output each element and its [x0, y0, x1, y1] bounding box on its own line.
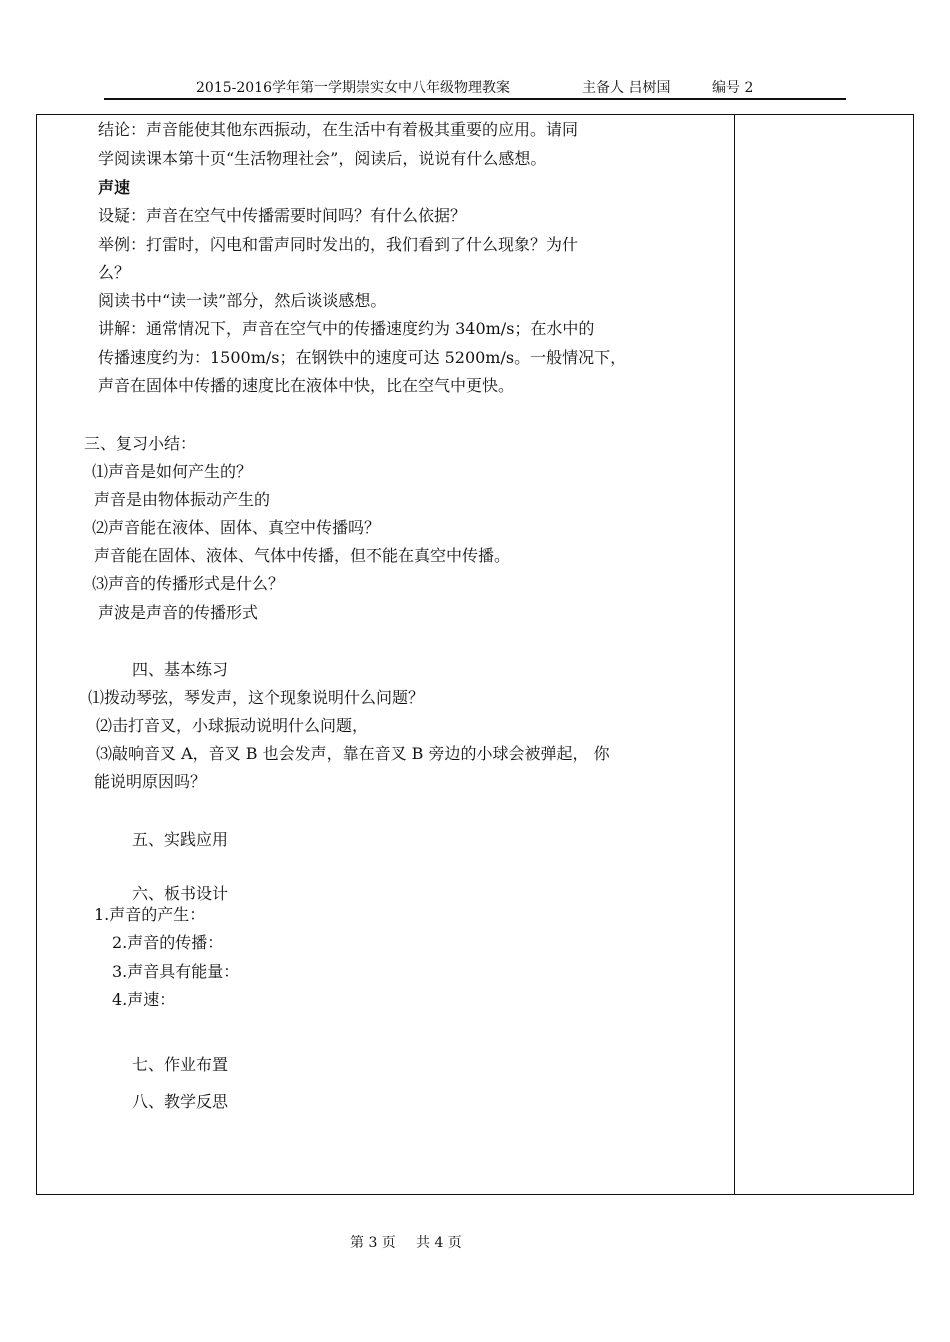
reflection-heading: 八、教学反思: [132, 1092, 229, 1111]
table-column-divider: [734, 114, 735, 1195]
practice-item-3a: ⑶敲响音叉 A，音叉 B 也会发声，靠在音叉 B 旁边的小球会被弹起， 你: [96, 744, 610, 763]
review-answer-3: 声波是声音的传播形式: [98, 603, 259, 622]
homework-heading: 七、作业布置: [132, 1055, 229, 1074]
review-question-1: ⑴声音是如何产生的？: [92, 462, 253, 481]
board-item-2: 2.声音的传播：: [112, 933, 224, 952]
speed-heading: 声速: [98, 178, 131, 197]
example-line-1: 举例：打雷时，闪电和雷声同时发出的，我们看到了什么现象？为什: [98, 235, 579, 254]
conclusion-line-1: 结论：声音能使其他东西振动，在生活中有着极其重要的应用。请同: [98, 120, 579, 139]
footer-total-pages: 共 4 页: [416, 1235, 462, 1251]
review-answer-1: 声音是由物体振动产生的: [94, 490, 271, 509]
board-item-1: 1.声音的产生：: [94, 905, 206, 924]
board-item-3: 3.声音具有能量：: [112, 962, 240, 981]
lesson-table: [36, 114, 914, 1195]
header-title: 2015-2016学年第一学期崇实女中八年级物理教案: [196, 80, 510, 96]
explain-line-1: 讲解：通常情况下，声音在空气中的传播速度约为 340m/s；在水中的: [98, 319, 595, 338]
review-question-2: ⑵声音能在液体、固体、真空中传播吗？: [92, 518, 381, 537]
practice-item-2: ⑵击打音叉，小球振动说明什么问题，: [96, 716, 369, 735]
question-line: 设疑：声音在空气中传播需要时间吗？有什么依据？: [98, 206, 467, 225]
review-heading: 三、复习小结：: [84, 434, 197, 453]
practice-item-1: ⑴拨动琴弦，琴发声，这个现象说明什么问题？: [88, 688, 425, 707]
application-heading: 五、实践应用: [132, 830, 229, 849]
explain-line-3: 声音在固体中传播的速度比在液体中快，比在空气中更快。: [98, 376, 515, 395]
board-heading: 六、板书设计: [132, 884, 229, 903]
header-preparer: 主备人 吕树国: [582, 80, 671, 96]
board-item-4: 4.声速：: [112, 990, 176, 1009]
page-header: [104, 76, 846, 100]
footer-page-number: 第 3 页: [350, 1235, 396, 1251]
practice-item-3b: 能说明原因吗？: [94, 772, 207, 791]
review-question-3: ⑶声音的传播形式是什么？: [92, 574, 285, 593]
review-answer-2: 声音能在固体、液体、气体中传播，但不能在真空中传播。: [94, 546, 511, 565]
practice-heading: 四、基本练习: [132, 660, 229, 679]
conclusion-line-2: 学阅读课本第十页“生活物理社会”，阅读后，说说有什么感想。: [98, 149, 547, 168]
example-line-2: 么？: [98, 263, 131, 282]
header-number: 编号 2: [712, 80, 754, 96]
explain-line-2: 传播速度约为：1500m/s；在钢铁中的速度可达 5200m/s。一般情况下，: [98, 348, 627, 367]
reading-line: 阅读书中“读一读”部分，然后谈谈感想。: [98, 291, 387, 310]
